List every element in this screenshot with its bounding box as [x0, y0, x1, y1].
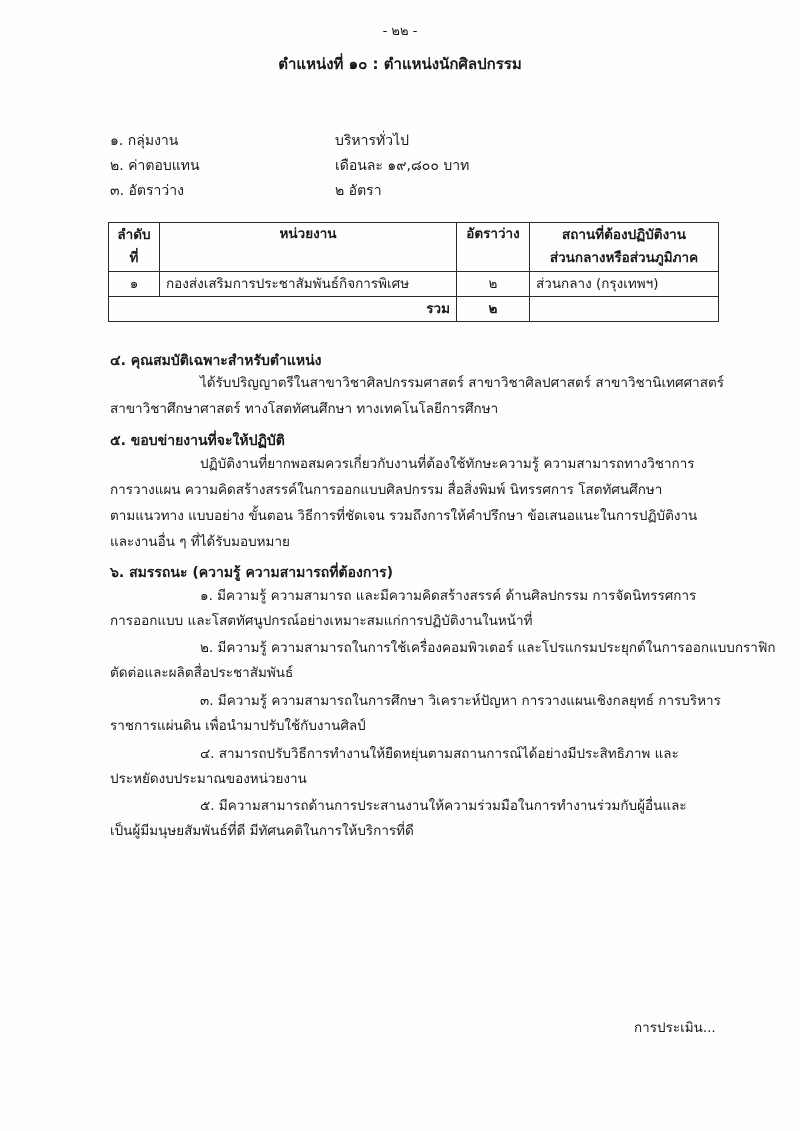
info-value-vacancy: ๒ อัตรา: [335, 183, 382, 199]
info-value-salary: เดือนละ ๑๙,๘๐๐ บาท: [335, 158, 470, 174]
position-title: ตำแหน่งที่ ๑๐ : ตำแหน่งนักศิลปกรรม: [278, 55, 522, 73]
info-value-group: บริหารทั่วไป: [335, 133, 410, 149]
total-empty-cell: [530, 297, 719, 322]
competency-1-line-2: การออกแบบ และโสตทัศนูปกรณ์อย่างเหมาะสมแก่การปฏิบัติงานในหน้าที่: [110, 613, 533, 629]
competency-5-line-1: ๕. มีความสามารถด้านการประสานงานให้ความร่วมมือในการทำงานร่วมกับผู้อื่นและ: [200, 798, 687, 814]
section-5-line-4: และงานอื่น ๆ ที่ได้รับมอบหมาย: [110, 534, 290, 550]
competency-2-line-2: ตัดต่อและผลิตสื่อประชาสัมพันธ์: [110, 665, 294, 681]
section-4-line-2: สาขาวิชาศึกษาศาสตร์ ทางโสตทัศนศึกษา ทางเทคโนโลยีการศึกษา: [110, 401, 499, 417]
header-unit: หน่วยงาน: [160, 223, 457, 272]
cell-count: ๒: [457, 272, 530, 297]
section-5-heading: ๕. ขอบข่ายงานที่จะให้ปฏิบัติ: [110, 433, 285, 449]
header-count: อัตราว่าง: [457, 223, 530, 272]
competency-3-line-1: ๓. มีความรู้ ความสามารถในการศึกษา วิเคราะห์ปัญหา การวางแผนเชิงกลยุทธ์ การบริหาร: [200, 693, 721, 709]
section-4-line-1: ได้รับปริญญาตรีในสาขาวิชาศิลปกรรมศาสตร์ สาขาวิชาศิลปศาสตร์ สาขาวิชานิเทศศาสตร์: [200, 375, 724, 391]
total-value: ๒: [457, 297, 530, 322]
table-row: [109, 272, 719, 297]
section-4-heading: ๔. คุณสมบัติเฉพาะสำหรับตำแหน่ง: [110, 353, 322, 369]
section-5-line-2: การวางแผน ความคิดสร้างสรรค์ในการออกแบบศิลปกรรม สื่อสิ่งพิมพ์ นิทรรศการ โสตทัศนศึกษา: [110, 482, 663, 498]
info-label-group: ๑. กลุ่มงาน: [110, 133, 179, 149]
section-5-line-3: ตามแนวทาง แบบอย่าง ขั้นตอน วิธีการที่ชัดเจน รวมถึงการให้คำปรึกษา ข้อเสนอแนะในการปฏิบัติงาน: [110, 508, 698, 524]
competency-4-line-1: ๔. สามารถปรับวิธีการทำงานให้ยืดหยุ่นตามสถานการณ์ได้อย่างมีประสิทธิภาพ และ: [200, 746, 679, 762]
cell-place: ส่วนกลาง (กรุงเทพฯ): [530, 272, 719, 297]
competency-3-line-2: ราชการแผ่นดิน เพื่อนำมาปรับใช้กับงานศิลป์: [110, 718, 366, 734]
competency-4-line-2: ประหยัดงบประมาณของหน่วยงาน: [110, 771, 307, 787]
page-number: - ๒๒ -: [382, 24, 418, 39]
table-header-row: [109, 223, 719, 272]
table-total-row: [109, 297, 719, 322]
header-no-line2: ที่: [129, 250, 139, 266]
competency-1-line-1: ๑. มีความรู้ ความสามารถ และมีความคิดสร้างสรรค์ ด้านศิลปกรรม การจัดนิทรรศการ: [200, 588, 697, 604]
cell-unit: กองส่งเสริมการประชาสัมพันธ์กิจการพิเศษ: [160, 272, 457, 297]
section-6-heading: ๖. สมรรถนะ (ความรู้ ความสามารถที่ต้องการ): [110, 565, 394, 581]
header-place: [530, 223, 719, 272]
competency-5-line-2: เป็นผู้มีมนุษยสัมพันธ์ที่ดี มีทัศนคติในการให้บริการที่ดี: [110, 823, 414, 839]
vacancy-table: [108, 222, 719, 322]
continuation-note: การประเมิน...: [634, 1020, 716, 1036]
competency-2-line-1: ๒. มีความรู้ ความสามารถในการใช้เครื่องคอมพิวเตอร์ และโปรแกรมประยุกต์ในการออกแบบกราฟิก: [200, 640, 776, 656]
info-label-vacancy: ๓. อัตราว่าง: [110, 183, 184, 199]
total-label: รวม: [109, 297, 457, 322]
section-5-line-1: ปฏิบัติงานที่ยากพอสมควรเกี่ยวกับงานที่ต้องใช้ทักษะความรู้ ความสามารถทางวิชาการ: [200, 456, 695, 472]
header-no-line1: ลำดับ: [117, 227, 151, 243]
cell-no: ๑: [109, 272, 160, 297]
info-label-salary: ๒. ค่าตอบแทน: [110, 158, 200, 174]
header-place-line2: ส่วนกลางหรือส่วนภูมิภาค: [549, 250, 699, 266]
header-place-line1: สถานที่ต้องปฏิบัติงาน: [562, 227, 686, 243]
header-no: [109, 223, 160, 272]
